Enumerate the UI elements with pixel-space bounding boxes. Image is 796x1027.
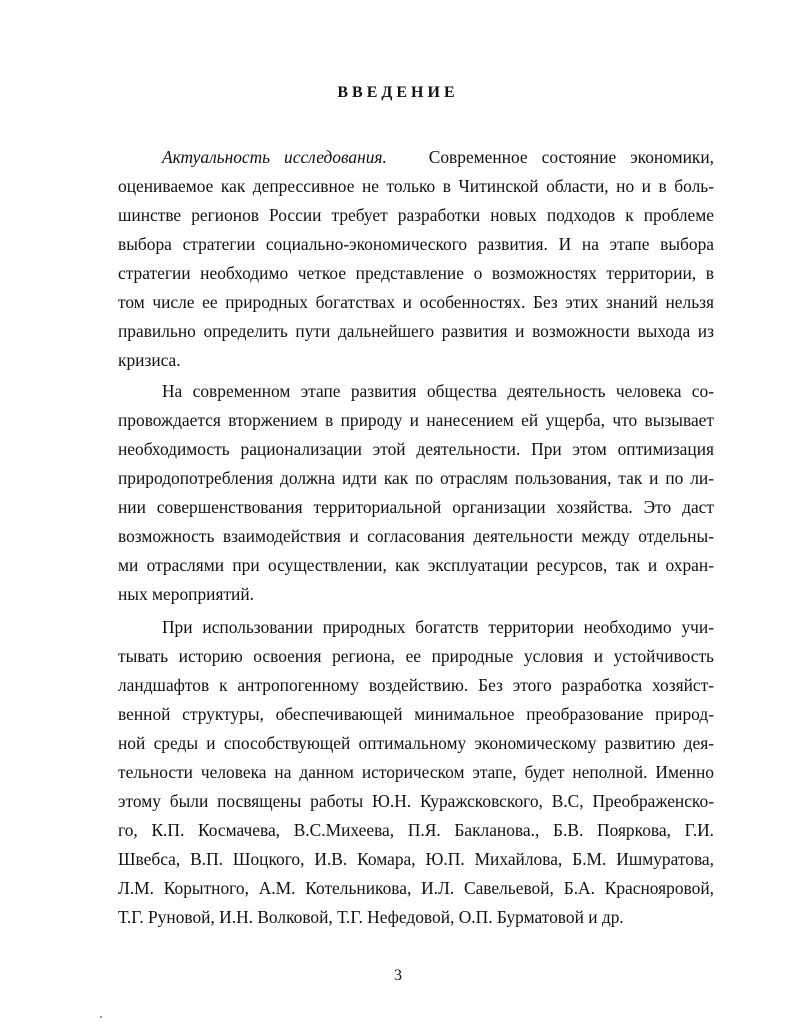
paragraph-line: ных мероприятий. [118,584,255,604]
paragraph-line: возможность взаимодействия и согласования деятельности между отдельны- [118,526,714,546]
paragraph-line: необходимость рационализации этой деятельности. При этом оптимизация [118,439,714,459]
paragraph-line: кризиса. [118,350,181,370]
paragraph-line: ной среды и способствующей оптимальному экономическому развитию дея- [118,733,714,753]
relevance-lead: Актуальность исследования. [162,147,387,167]
paragraph-line: Швебса, В.П. Шоцкого, И.В. Комара, Ю.П. Михайлова, Б.М. Ишмуратова, [118,849,714,869]
paragraph-line: Т.Г. Руновой, И.Н. Волковой, Т.Г. Нефедовой, О.П. Бурматовой и др. [118,907,624,927]
paragraph-line: При использовании природных богатств территории необходимо учи- [162,617,714,637]
paragraph-line: правильно определить пути дальнейшего развития и возможности выхода из [118,321,714,341]
paragraph-line: венной структуры, обеспечивающей минимальное преобразование природ- [118,704,714,724]
paragraph-line: стратегии необходимо четкое представление о возможностях территории, в [118,263,714,283]
page-number: 3 [394,967,402,984]
paragraph-line: шинстве регионов России требует разработки новых подходов к проблеме [118,205,714,225]
paragraph-line: Актуальность исследования. Современное состояние экономики, [162,147,715,167]
paragraph-line: провождается вторжением в природу и нанесением ей ущерба, что вызывает [118,410,714,430]
page-title: ВВЕДЕНИЕ [337,84,459,101]
paragraph-line: ми отраслями при осуществлении, как эксплуатации ресурсов, так и охран- [118,555,714,575]
paragraph-line: Л.М. Корытного, А.М. Котельникова, И.Л. Савельевой, Б.А. Краснояровой, [118,878,714,898]
paragraph-line: выбора стратегии социально-экономического развития. И на этапе выбора [118,234,714,254]
paragraph-line: ландшафтов к антропогенному воздействию. Без этого разработка хозяйст- [118,675,714,695]
paragraph-line: природопотребления должна идти как по отраслям пользования, так и по ли- [118,468,714,488]
paragraph-line: нии совершенствования территориальной организации хозяйства. Это даст [118,497,714,517]
paragraph-line: тельности человека на данном историческом этапе, будет неполной. Именно [118,762,714,782]
paragraph-line: этому были посвящены работы Ю.Н. Куражсковского, В.С, Преображенско- [118,791,714,811]
paragraph-line: тывать историю освоения региона, ее природные условия и устойчивость [118,646,714,666]
scan-speck [100,1016,102,1018]
paragraph-line: На современном этапе развития общества деятельность человека со- [162,381,714,401]
paragraph-line: том числе ее природных богатствах и особенностях. Без этих знаний нельзя [118,292,714,312]
paragraph-line: го, К.П. Космачева, В.С.Михеева, П.Я. Бакланова., Б.В. Пояркова, Г.И. [118,820,714,840]
paragraph-line: оцениваемое как депрессивное не только в Читинской области, но и в боль- [118,176,714,196]
